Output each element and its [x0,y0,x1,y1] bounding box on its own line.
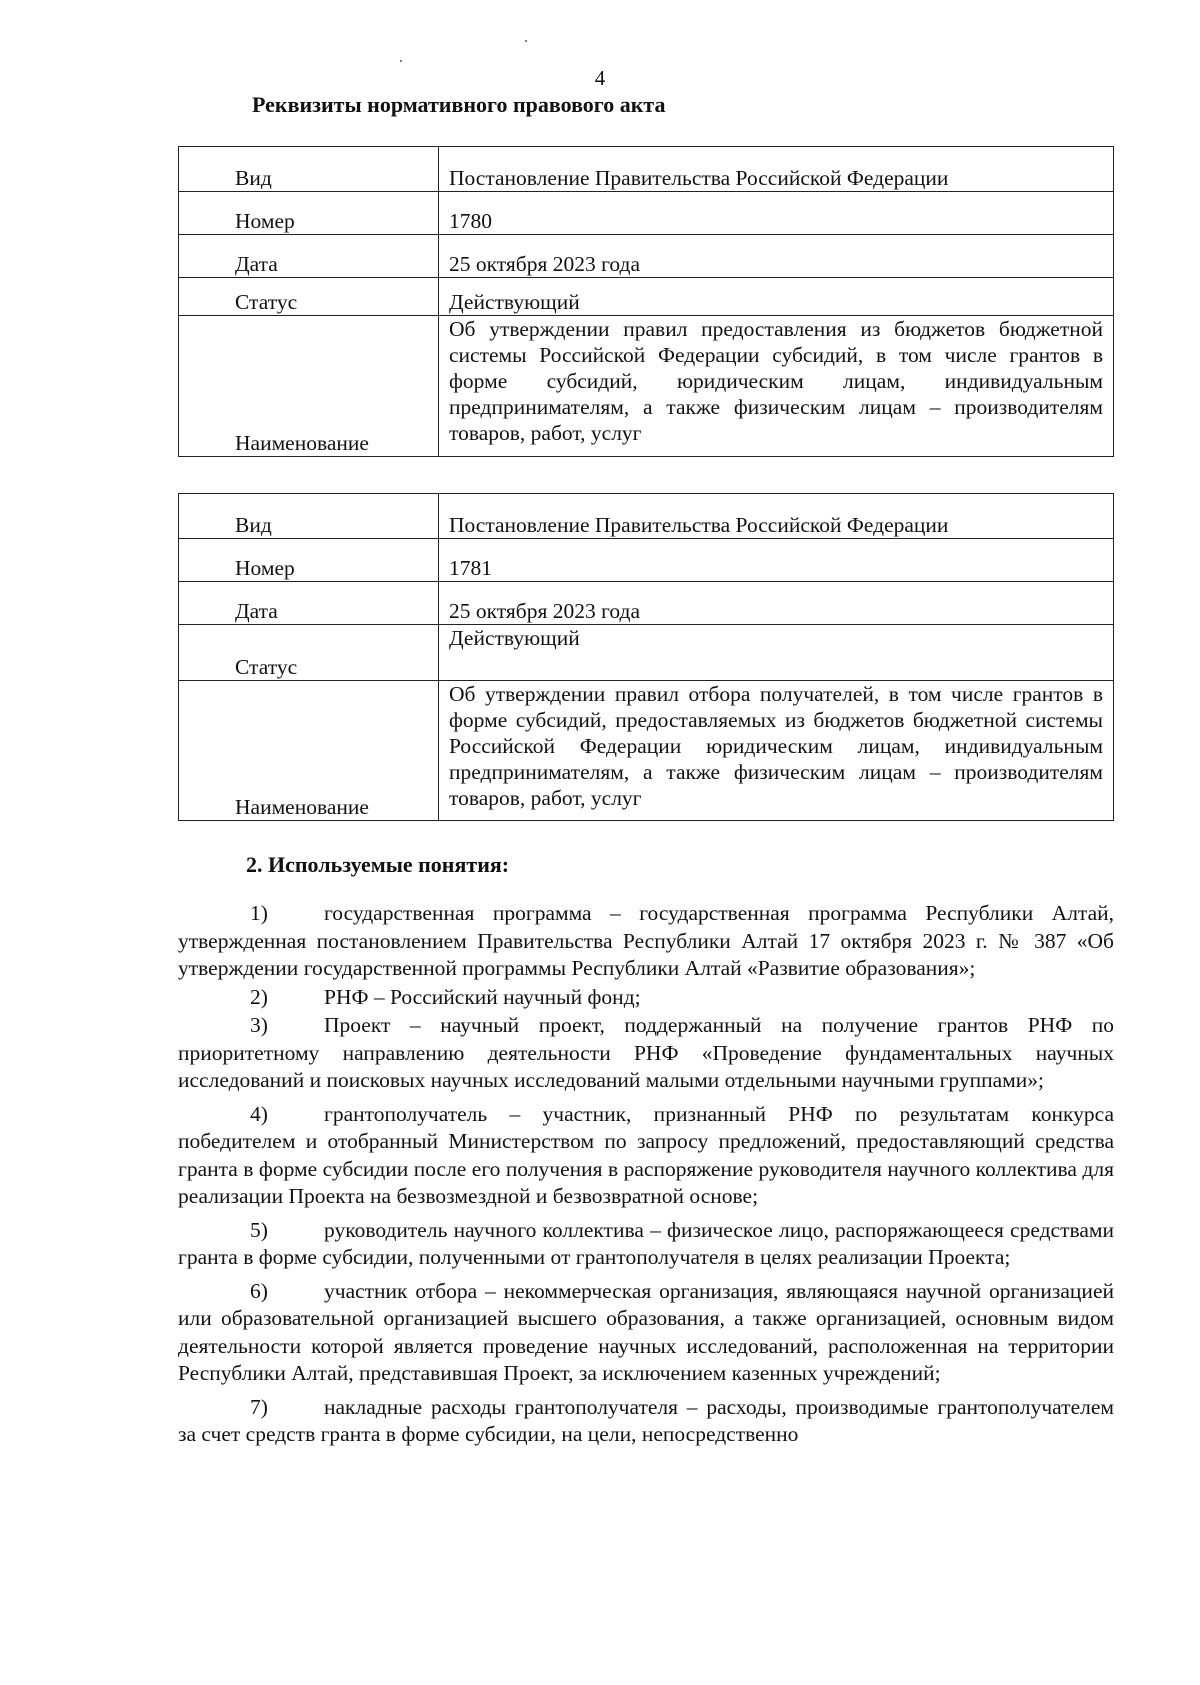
table-row [179,316,1114,457]
row-label: Наименование [179,316,439,457]
table-row [179,494,1114,539]
definition-item [178,984,1114,1012]
definition-item [178,1012,1114,1095]
table-row [179,235,1114,278]
definition-number: 3) [250,1013,268,1037]
definition-number: 7) [250,1394,268,1419]
table-row [179,147,1114,192]
row-value: 25 октября 2023 года [439,582,1114,625]
definition-text: государственная программа – государственная программа Республики Алтай, утвержденная постановлением Правительства Республики Алтай 17 октября 2023 г. № 387 «Об утверждении государственной программы Республики Алтай «Развитие образования»; [178,901,1114,980]
section-title-requisites: Реквизиты нормативного правового акта [252,92,666,117]
definition-item [178,1101,1114,1211]
row-label: Дата [179,235,439,278]
table-row [179,278,1114,316]
scan-speck [400,60,402,62]
requisites-table-1 [178,146,1114,457]
definition-number: 6) [250,1278,268,1303]
definition-number: 4) [250,1101,268,1126]
row-label: Статус [179,278,439,316]
requisites-table-2 [178,493,1114,821]
row-value: Об утверждении правил предоставления из бюджетов бюджетной системы Российской Федерации субсидий, в том числе грантов в форме субсидий, юридическим лицам, индивидуальным предпринимателям, а также физическим лицам – производителям товаров, работ, услуг [439,316,1114,457]
row-label: Номер [179,192,439,235]
definition-number: 2) [250,984,268,1009]
definition-text: руководитель научного коллектива – физическое лицо, распоряжающееся средствами гранта в форме субсидии, полученными от грантополучателя в целях реализации Проекта; [178,1217,1114,1269]
row-value: Об утверждении правил отбора получателей, в том числе грантов в форме субсидий, предоставляемых из бюджетов бюджетной системы Российской Федерации юридическим лицам, индивидуальным предпринимателям, а также физическим лицам – производителям товаров, работ, услуг [439,681,1114,821]
table-row [179,192,1114,235]
definition-item [178,900,1114,983]
definition-text: накладные расходы грантополучателя – расходы, производимые грантополучателем за счет средств гранта в форме субсидии, на цели, непосредственно [178,1394,1114,1446]
table-row [179,539,1114,582]
row-label: Наименование [179,681,439,821]
table-row [179,681,1114,821]
row-value: Постановление Правительства Российской Федерации [439,494,1114,539]
definition-item [178,1394,1114,1449]
row-value: 1780 [439,192,1114,235]
row-label: Номер [179,539,439,582]
row-value: Действующий [439,625,1114,681]
table-row [179,625,1114,681]
definition-item [178,1278,1114,1388]
definition-text: Проект – научный проект, поддержанный на получение грантов РНФ по приоритетному направлению деятельности РНФ «Проведение фундаментальных научных исследований и поисковых научных исследований малыми отдельными научными группами»; [178,1013,1114,1092]
row-value: 25 октября 2023 года [439,235,1114,278]
row-label: Дата [179,582,439,625]
definition-number: 1) [250,901,268,925]
row-value: Действующий [439,278,1114,316]
page-number: 4 [594,66,606,90]
definition-text: грантополучатель – участник, признанный РНФ по результатам конкурса победителем и отобранный Министерством по запросу предложений, предоставляющий средства гранта в форме субсидии после его получения в распоряжение руководителя научного коллектива для реализации Проекта на безвозмездной и безвозвратной основе; [178,1101,1114,1208]
definition-text: участник отбора – некоммерческая организация, являющаяся научной организацией или образовательной организацией высшего образования, а также организацией, основным видом деятельности которой является проведение научных исследований, расположенная на территории Республики Алтай, представившая Проект, за исключением казенных учреждений; [178,1278,1114,1385]
row-value: 1781 [439,539,1114,582]
definition-number: 5) [250,1217,268,1242]
definition-item [178,1217,1114,1272]
row-label: Вид [179,147,439,192]
table-row [179,582,1114,625]
scan-speck [525,40,527,42]
section-title-definitions: 2. Используемые понятия: [246,852,510,877]
definitions-list [178,900,1114,1450]
row-value: Постановление Правительства Российской Федерации [439,147,1114,192]
row-label: Вид [179,494,439,539]
row-label: Статус [179,625,439,681]
definition-text: РНФ – Российский научный фонд; [324,984,641,1009]
